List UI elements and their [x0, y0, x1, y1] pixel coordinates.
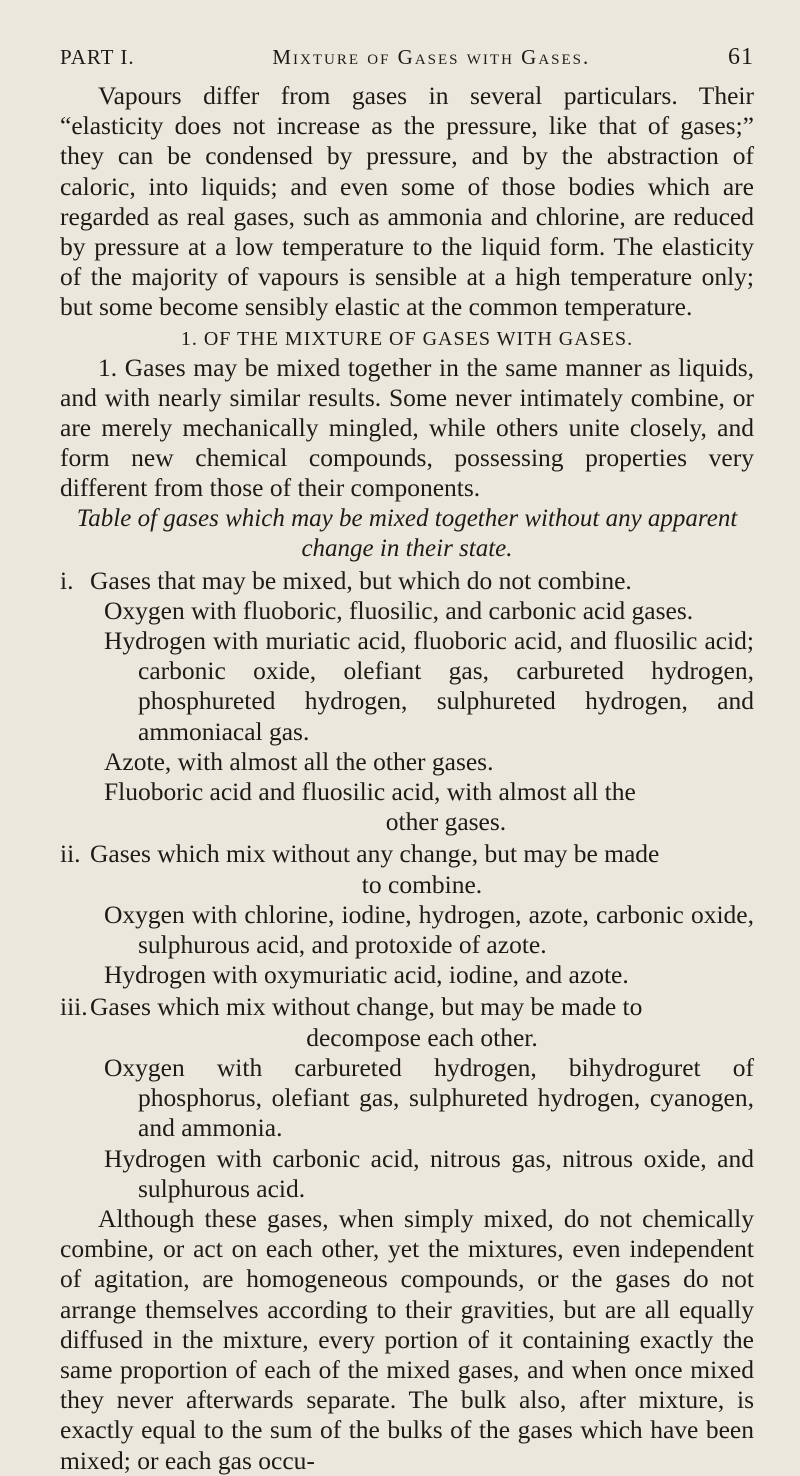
group-numeral: i. [60, 565, 74, 595]
group-numeral: ii. [60, 839, 81, 869]
gas-entry-text: Oxygen with chlorine, iodine, hydrogen, azote, carbonic oxide, sulphurous acid, and protoxide of azote. [104, 899, 754, 960]
gas-entry-continuation: other gases. [385, 807, 507, 837]
gas-entry [104, 626, 754, 747]
gas-group-iii [60, 992, 754, 1052]
gas-entry [104, 900, 754, 960]
gas-entry-text: Hydrogen with muriatic acid, fluoboric acid, and fluosilic acid; carbonic oxide, olefiant gas, carbureted hydrogen, phosphureted hydrogen, sulphureted hydrogen, and ammoniacal gas. [104, 626, 754, 746]
gas-entry [104, 1144, 754, 1204]
group-heading [90, 992, 754, 1052]
section-heading: 1. OF THE MIXTURE OF GASES WITH GASES. [180, 327, 634, 350]
table-title: Table of gases which may be mixed together without any apparent change in their state. [76, 504, 738, 562]
group-heading [90, 566, 754, 596]
group-heading [90, 839, 754, 899]
gas-entry [104, 1053, 754, 1144]
group-heading-continuation: decompose each other. [306, 1022, 538, 1052]
running-header [60, 44, 754, 71]
gas-group-ii [60, 839, 754, 899]
gas-entry-text: Oxygen with fluoboric, fluosilic, and carbonic acid gases. [104, 595, 694, 625]
group-heading-text: Gases that may be mixed, but which do not combine. [90, 565, 632, 595]
part-label: PART I. [60, 45, 135, 69]
gas-entry-text: Fluoboric acid and fluosilic acid, with almost all the [104, 777, 636, 807]
gas-entry [104, 777, 754, 837]
group-heading-text: Gases which mix without change, but may be made to [90, 992, 643, 1022]
section-intro-paragraph: 1. Gases may be mixed together in the same manner as liquids, and with nearly similar results. Some never intimately combine, or are merely mechanically mingled, while others unite closely, and form new chemical compounds, possessing properties very different from those of their components. [60, 352, 754, 503]
gas-group-i [60, 566, 754, 596]
gas-entry-text: Oxygen with carbureted hydrogen, bihydroguret of phosphorus, olefiant gas, sulphureted hydrogen, cyanogen, and ammonia. [104, 1052, 754, 1143]
closing-paragraph: Although these gases, when simply mixed, do not chemically combine, or act on each other, yet the mixtures, even independent of agitation, are homogeneous compounds, or the gases do not arrange themselves according to their gravities, but are all equally diffused in the mixture, every portion of it containing exactly the same proportion of each of the mixed gases, and when once mixed they never afterwards separate. The bulk also, after mixture, is exactly equal to the sum of the bulks of the gases which have been mixed; or each gas occu- [60, 1203, 754, 1475]
running-title: Mixture of Gases with Gases. [272, 45, 591, 69]
gas-entry [104, 596, 754, 626]
gas-entry [104, 960, 754, 990]
group-numeral: iii. [60, 992, 88, 1022]
gas-entry-text: Azote, with almost all the other gases. [104, 746, 494, 776]
gas-entry-text: Hydrogen with oxymuriatic acid, iodine, and azote. [104, 960, 629, 990]
gas-entry [104, 747, 754, 777]
gas-entry-text: Hydrogen with carbonic acid, nitrous gas, nitrous oxide, and sulphurous acid. [104, 1143, 754, 1203]
intro-paragraph: Vapours differ from gases in several particulars. Their “elasticity does not increase as the pressure, like that of gases;” they can be condensed by pressure, and by the abstraction of caloric, into liquids; and even some of those bodies which are regarded as real gases, such as ammonia and chlorine, are reduced by pressure at a low temperature to the liquid form. The elasticity of the majority of vapours is sensible at a high temperature only; but some become sensibly elastic at the common temperature. [60, 81, 754, 322]
group-heading-text: Gases which mix without any change, but may be made [90, 839, 660, 869]
group-heading-continuation: to combine. [361, 869, 483, 899]
page-number: 61 [727, 44, 754, 70]
